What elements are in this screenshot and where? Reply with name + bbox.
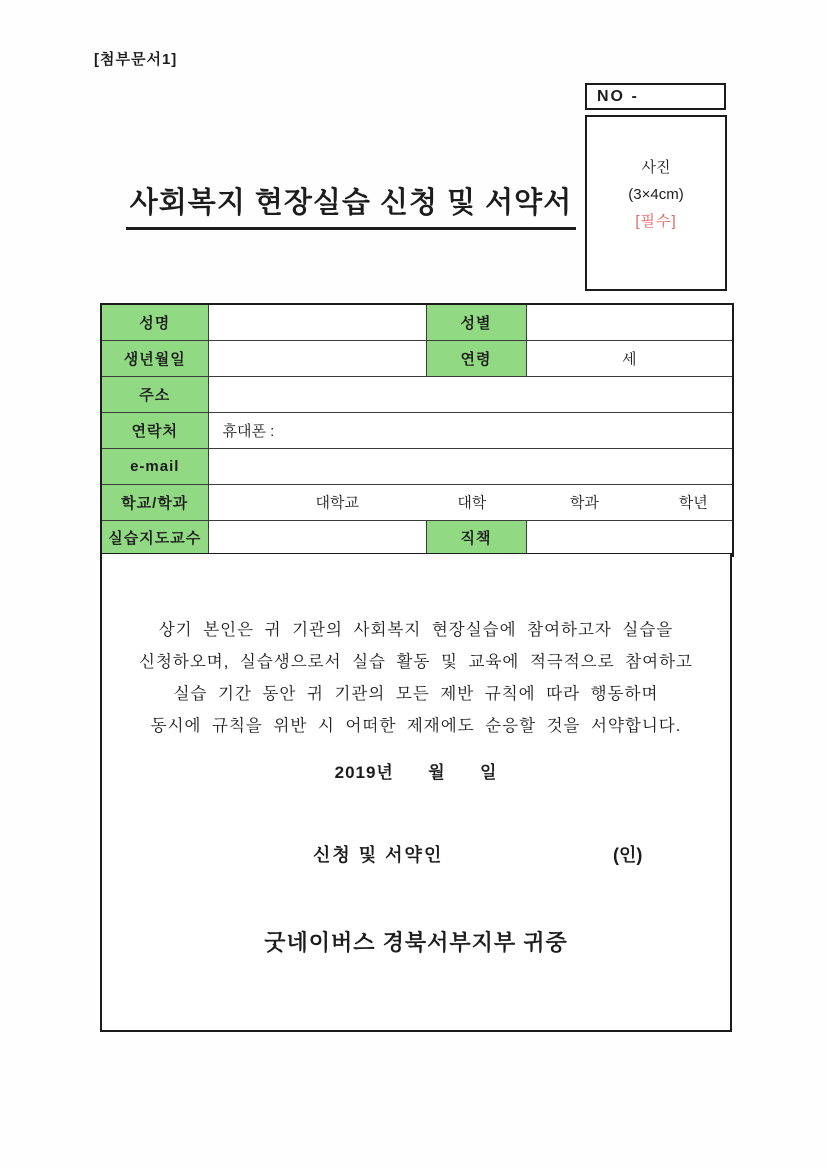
table-row-address [101,376,733,412]
photo-placeholder-box [585,115,727,291]
signer-label: 신청 및 서약인 [313,845,444,865]
pledge-date-line: 2019년 월 일 [334,763,498,782]
table-row-email [101,448,733,484]
position-label-cell: 직책 [426,520,526,556]
document-number-box [585,83,726,110]
recipient-line: 굿네이버스 경북서부지부 귀중 [264,930,568,955]
page-title: 사회복지 현장실습 신청 및 서약서 [126,180,576,230]
professor-label-cell: 실습지도교수 [101,520,208,556]
document-number-label: NO - [597,87,639,105]
signature-row [102,841,730,865]
address-value-cell [208,376,733,412]
school-college-label: 대학 [457,494,487,512]
birth-value-cell [208,340,426,376]
contact-value-cell: 휴대폰 : [208,412,733,448]
name-value-cell [208,304,426,340]
age-label-cell: 연령 [426,340,526,376]
photo-size-label: (3×4cm) [628,185,684,203]
pledge-paragraph [102,614,730,742]
school-grade-label: 학년 [678,494,708,512]
seal-mark-label: (인) [613,845,643,865]
pledge-section-box [100,553,732,1032]
professor-value-cell [208,520,426,556]
address-label-cell: 주소 [101,376,208,412]
school-department-label: 학과 [569,494,599,512]
pledge-line: 신청하오며, 실습생으로서 실습 활동 및 교육에 적극적으로 참여하고 [139,653,693,671]
table-row-birth-age [101,340,733,376]
pledge-line: 실습 기간 동안 귀 기관의 모든 제반 규칙에 따라 행동하며 [173,685,659,703]
contact-label-cell: 연락처 [101,412,208,448]
school-label-cell: 학교/학과 [101,484,208,520]
table-row-name-gender [101,304,733,340]
pledge-line: 동시에 규칙을 위반 시 어떠한 제재에도 순응할 것을 서약합니다. [150,717,682,735]
title-wrap [96,180,606,230]
photo-required-label: [필수] [635,212,677,230]
school-value-cell [208,484,733,520]
name-label-cell: 성명 [101,304,208,340]
table-row-professor [101,520,733,556]
table-row-contact [101,412,733,448]
table-row-school [101,484,733,520]
birth-label-cell: 생년월일 [101,340,208,376]
pledge-line: 상기 본인은 귀 기관의 사회복지 현장실습에 참여하고자 실습을 [158,621,674,639]
age-value-cell: 세 [526,340,733,376]
position-value-cell [526,520,733,556]
email-label-cell: e-mail [101,448,208,484]
school-university-label: 대학교 [315,494,360,512]
gender-value-cell [526,304,733,340]
gender-label-cell: 성별 [426,304,526,340]
email-value-cell [208,448,733,484]
photo-label: 사진 [641,158,671,176]
applicant-info-table [100,303,734,557]
attachment-number-label: [첨부문서1] [94,51,178,68]
